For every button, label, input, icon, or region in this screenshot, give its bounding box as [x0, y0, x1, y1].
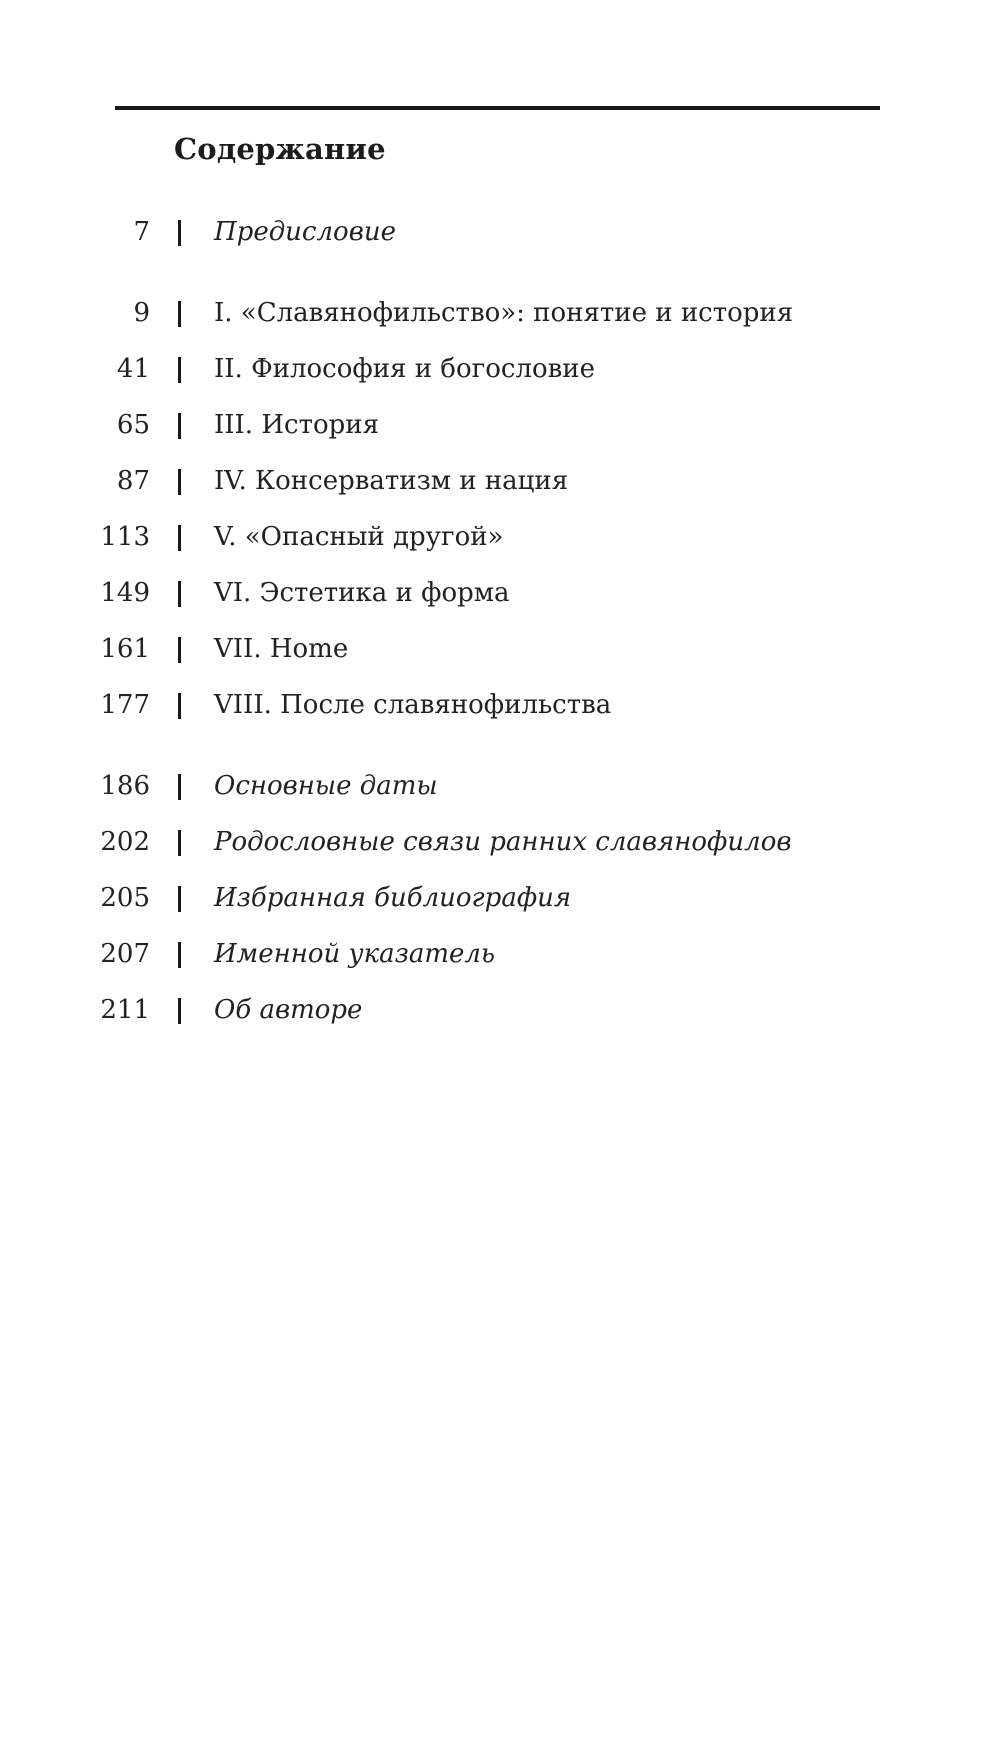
- separator-bar: [178, 220, 181, 246]
- entry-title: III. История: [214, 410, 379, 440]
- toc-entry-chapter-5[interactable]: [0, 517, 1000, 557]
- entry-title: VI. Эстетика и форма: [214, 578, 510, 608]
- page-number: 207: [100, 939, 150, 969]
- separator-bar: [178, 581, 181, 607]
- page-number: 149: [100, 578, 150, 608]
- toc-entry-key-dates[interactable]: [0, 766, 1000, 806]
- separator-bar: [178, 830, 181, 856]
- page-number: 41: [116, 354, 150, 384]
- page-number: 65: [116, 410, 150, 440]
- page-title: Содержание: [174, 132, 386, 166]
- separator-bar: [178, 301, 181, 327]
- toc-entry-name-index[interactable]: [0, 934, 1000, 974]
- entry-title: Предисловие: [214, 217, 396, 247]
- entry-title: Избранная библиография: [214, 883, 572, 913]
- separator-bar: [178, 357, 181, 383]
- separator-bar: [178, 637, 181, 663]
- entry-title: IV. Консерватизм и нация: [214, 466, 569, 496]
- separator-bar: [178, 998, 181, 1024]
- page-number: 202: [100, 827, 150, 857]
- separator-bar: [178, 774, 181, 800]
- top-rule: [115, 106, 880, 110]
- separator-bar: [178, 942, 181, 968]
- entry-title: I. «Славянофильство»: понятие и история: [214, 298, 794, 328]
- toc-entry-chapter-8[interactable]: [0, 685, 1000, 725]
- toc-entry-chapter-6[interactable]: [0, 573, 1000, 613]
- page-number: 9: [133, 298, 150, 328]
- page-number: 205: [100, 883, 150, 913]
- toc-entry-chapter-4[interactable]: [0, 461, 1000, 501]
- toc-entry-chapter-3[interactable]: [0, 405, 1000, 445]
- page-number: 211: [100, 995, 150, 1025]
- toc-entry-genealogy[interactable]: [0, 822, 1000, 862]
- entry-title: Родословные связи ранних славянофилов: [214, 827, 792, 857]
- separator-bar: [178, 413, 181, 439]
- page-number: 87: [116, 466, 150, 496]
- page-number: 186: [100, 771, 150, 801]
- toc-entry-preface[interactable]: [0, 212, 1000, 252]
- page-number: 113: [100, 522, 150, 552]
- entry-title: Именной указатель: [214, 939, 496, 969]
- toc-entry-chapter-7[interactable]: [0, 629, 1000, 669]
- entry-title: II. Философия и богословие: [214, 354, 595, 384]
- entry-title: Об авторе: [214, 995, 363, 1025]
- toc-entry-bibliography[interactable]: [0, 878, 1000, 918]
- entry-title: V. «Опасный другой»: [214, 522, 504, 552]
- entry-title: Основные даты: [214, 771, 438, 801]
- page-number: 7: [133, 217, 150, 247]
- toc-entry-chapter-2[interactable]: [0, 349, 1000, 389]
- entry-title: VIII. После славянофильства: [214, 690, 612, 720]
- toc-entry-chapter-1[interactable]: [0, 293, 1000, 333]
- page-number: 177: [100, 690, 150, 720]
- toc-entry-about-author[interactable]: [0, 990, 1000, 1030]
- page-number: 161: [100, 634, 150, 664]
- separator-bar: [178, 469, 181, 495]
- separator-bar: [178, 886, 181, 912]
- separator-bar: [178, 525, 181, 551]
- separator-bar: [178, 693, 181, 719]
- entry-title: VII. Home: [214, 634, 349, 664]
